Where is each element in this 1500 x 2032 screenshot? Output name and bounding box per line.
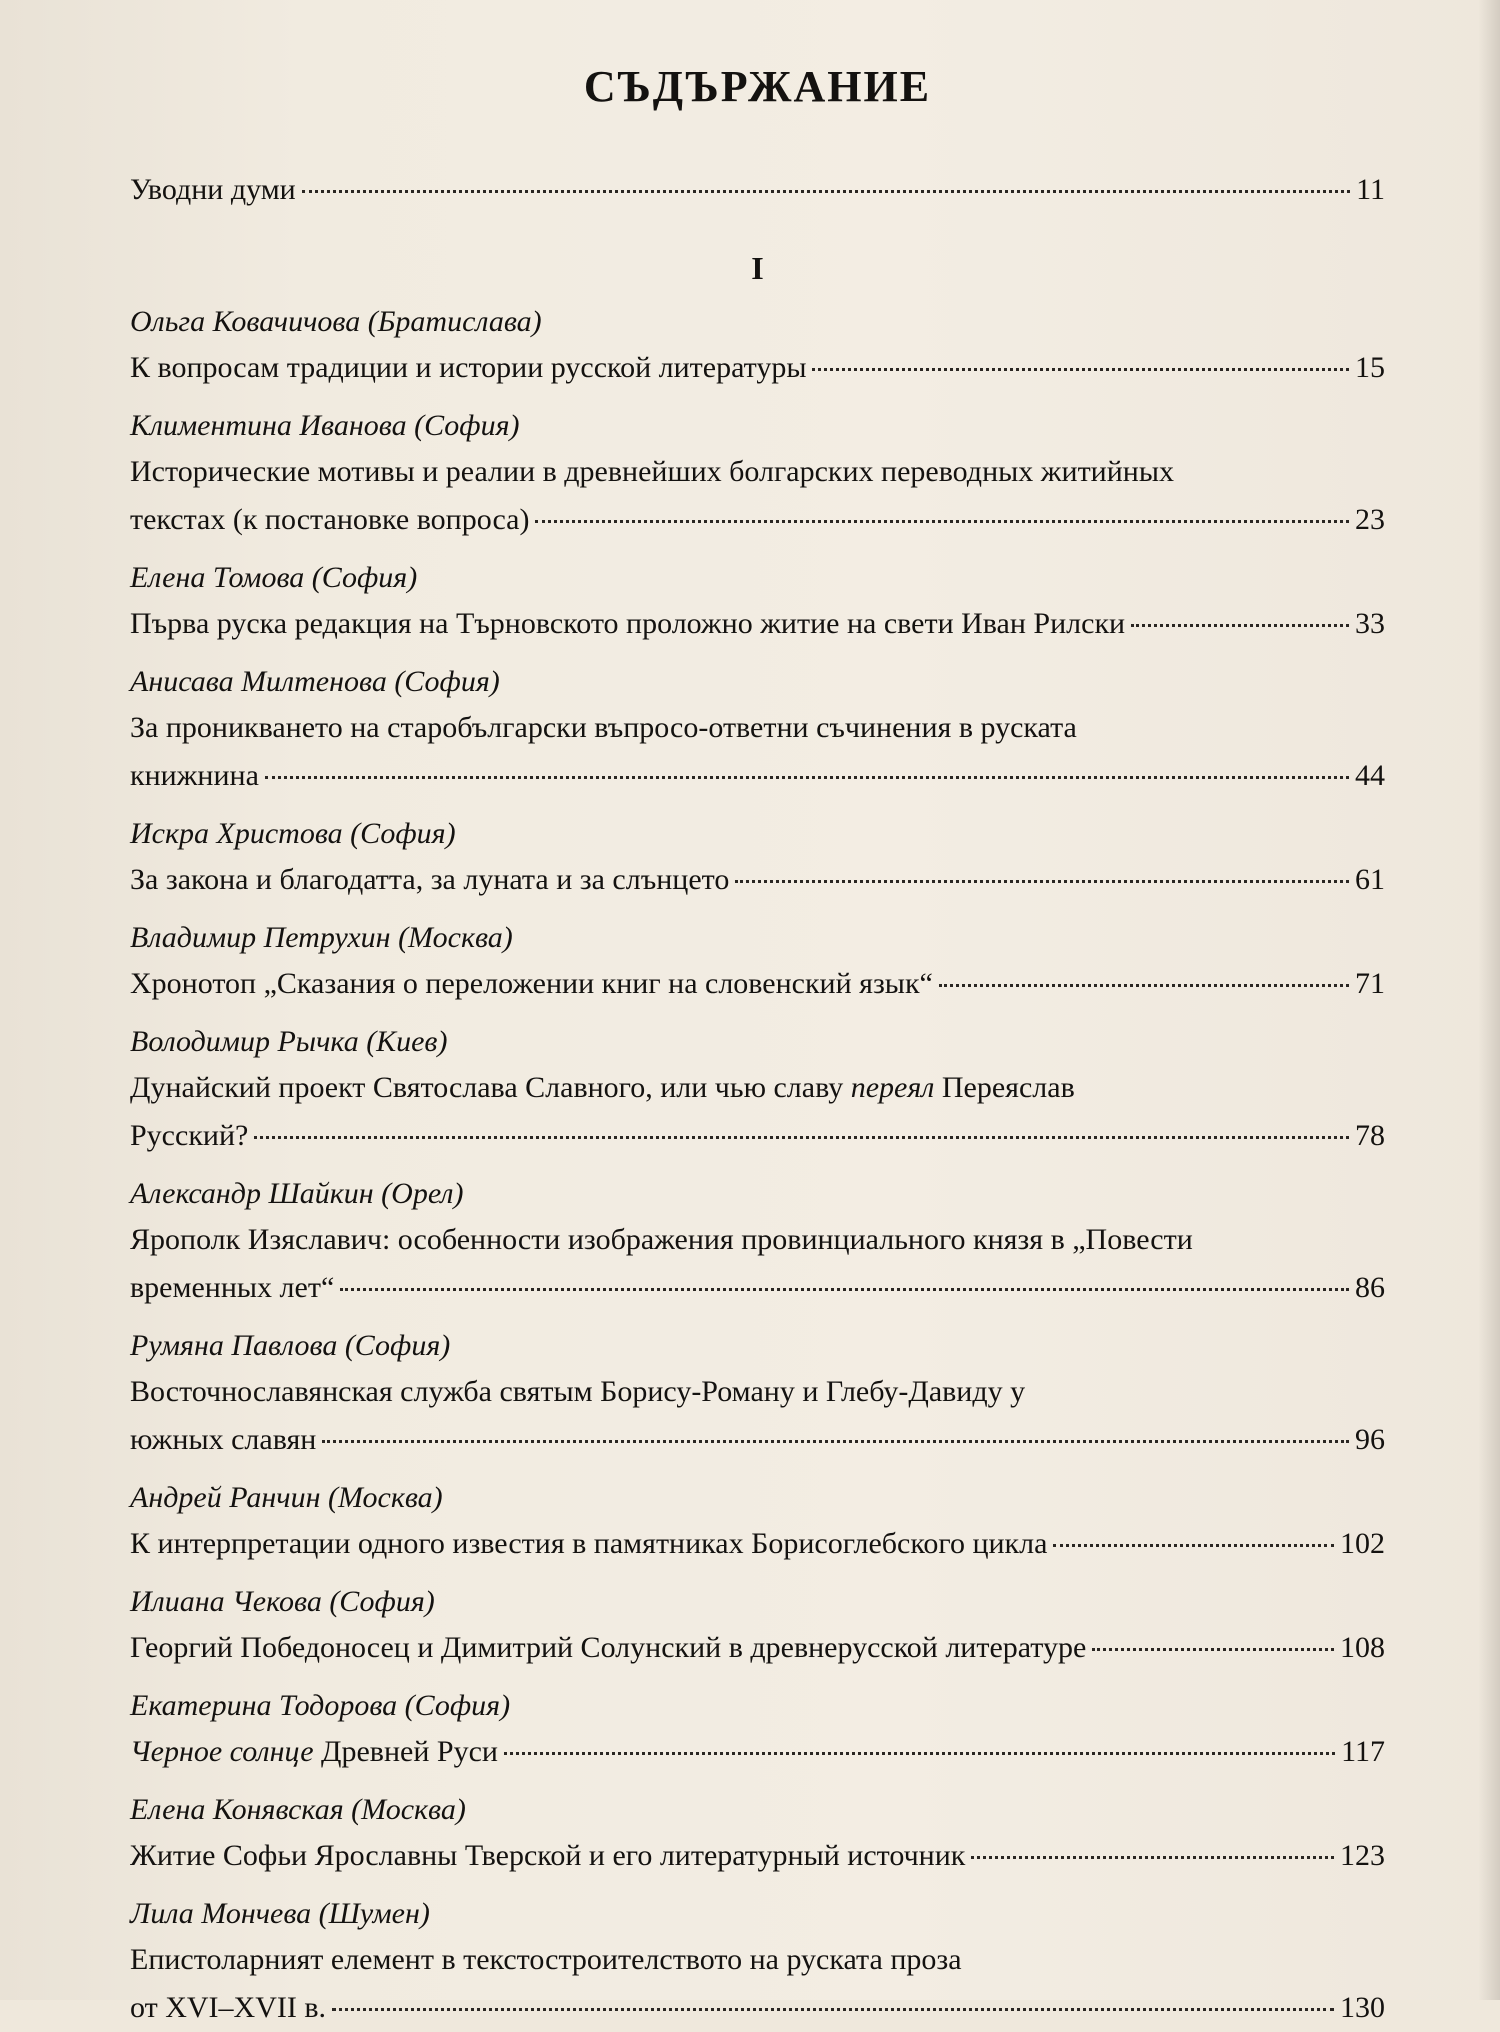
toc-entry — [130, 916, 1385, 1008]
toc-entry — [130, 404, 1385, 544]
entry-title: Хронотоп „Сказания о переложении книг на словенский язык“ — [130, 967, 933, 1000]
entry-page-number: 86 — [1355, 1271, 1385, 1304]
entry-title-line: Восточнославянская служба святым Борису-Роману и Глебу-Давиду у — [130, 1375, 1026, 1408]
entry-page-number: 108 — [1340, 1631, 1385, 1664]
entry-title: Първа руска редакция на Търновското проложно житие на свети Иван Рилски — [130, 607, 1126, 640]
entry-title-italic: Черное солнце — [130, 1735, 314, 1768]
section-number: I — [751, 250, 764, 286]
entry-author: Елена Конявская (Москва) — [130, 1793, 466, 1826]
entry-title-line — [130, 1064, 1385, 1112]
entry-author: Елена Томова (София) — [130, 561, 418, 594]
entry-title: от XVI–XVII в. — [130, 1991, 327, 2024]
entry-page-number: 130 — [1340, 1991, 1385, 2024]
toc-entry — [130, 1476, 1385, 1568]
page-spine-shadow — [1478, 0, 1500, 2000]
toc-entry — [130, 1892, 1385, 2032]
entry-page-number: 78 — [1355, 1119, 1385, 1152]
entry-title-row — [130, 600, 1385, 648]
entry-title: временных лет“ — [130, 1271, 335, 1304]
dot-leader — [322, 1440, 1349, 1443]
entry-author: Климентина Иванова (София) — [130, 409, 520, 442]
toc-entry — [130, 1580, 1385, 1672]
entry-title-row — [130, 1984, 1385, 2032]
entry-author: Володимир Рычка (Киев) — [130, 1025, 448, 1058]
entry-title: южных славян — [130, 1423, 317, 1456]
entry-title-row — [130, 856, 1385, 904]
intro-page-number: 11 — [1356, 173, 1385, 206]
intro-entry — [130, 166, 1385, 214]
entry-author: Андрей Ранчин (Москва) — [130, 1481, 443, 1514]
dot-leader — [1092, 1648, 1334, 1651]
entry-title-italic: переял — [850, 1071, 935, 1104]
dot-leader — [302, 190, 1350, 193]
dot-leader — [332, 2008, 1334, 2011]
entry-title: текстах (к постановке вопроса) — [130, 503, 530, 536]
entry-title-row — [130, 752, 1385, 800]
entry-author: Екатерина Тодорова (София) — [130, 1689, 511, 1722]
dot-leader — [1053, 1544, 1334, 1547]
dot-leader — [340, 1288, 1349, 1291]
entry-author: Илиана Чекова (София) — [130, 1585, 435, 1618]
entry-page-number: 23 — [1355, 503, 1385, 536]
intro-title: Уводни думи — [130, 173, 296, 206]
entry-author: Искра Христова (София) — [130, 817, 456, 850]
entry-title: Георгий Победоносец и Димитрий Солунский в древнерусской литературе — [130, 1631, 1087, 1664]
dot-leader — [812, 368, 1349, 371]
entry-title-tail: Переяслав — [941, 1071, 1075, 1104]
entry-title-row — [130, 1520, 1385, 1568]
entry-title-line: Исторические мотивы и реалии в древнейших болгарских переводных житийных — [130, 455, 1174, 488]
toc-entry — [130, 1684, 1385, 1776]
dot-leader — [939, 984, 1349, 987]
entry-title-row — [130, 1416, 1385, 1464]
entry-title-line: Епистоларният елемент в текстостроителството на руската проза — [130, 1943, 962, 1976]
entry-title-row — [130, 344, 1385, 392]
dot-leader — [735, 880, 1349, 883]
entry-title-line: За проникването на старобългарски въпросо-ответни съчинения в руската — [130, 711, 1077, 744]
entry-title-row — [130, 1624, 1385, 1672]
entry-title-line: Ярополк Изяславич: особенности изображения провинциального князя в „Повести — [130, 1223, 1193, 1256]
entry-author: Анисава Милтенова (София) — [130, 665, 500, 698]
dot-leader — [265, 776, 1349, 779]
entry-author: Лила Мончева (Шумен) — [130, 1897, 430, 1930]
toc-entry — [130, 1020, 1385, 1160]
dot-leader — [971, 1856, 1334, 1859]
table-of-contents — [130, 40, 1385, 2032]
entry-title — [130, 1728, 498, 1776]
toc-entry — [130, 556, 1385, 648]
entry-page-number: 96 — [1355, 1423, 1385, 1456]
entry-title: Житие Софьи Ярославны Тверской и его литературный источник — [130, 1839, 966, 1872]
entry-author: Александр Шайкин (Орел) — [130, 1177, 464, 1210]
entry-page-number: 102 — [1340, 1527, 1385, 1560]
entry-author: Ольга Ковачичова (Братислава) — [130, 305, 542, 338]
toc-entry — [130, 1788, 1385, 1880]
entry-title: За закона и благодатта, за луната и за слънцето — [130, 863, 730, 896]
entry-page-number: 15 — [1355, 351, 1385, 384]
entry-title-row — [130, 1832, 1385, 1880]
toc-entry — [130, 1172, 1385, 1312]
toc-entry — [130, 1324, 1385, 1464]
toc-entry — [130, 812, 1385, 904]
entry-title: Русский? — [130, 1119, 249, 1152]
dot-leader — [1131, 624, 1349, 627]
dot-leader — [504, 1752, 1335, 1755]
entry-page-number: 61 — [1355, 863, 1385, 896]
entry-title-row — [130, 1264, 1385, 1312]
entry-title-row — [130, 1728, 1385, 1776]
entry-page-number: 123 — [1340, 1839, 1385, 1872]
entry-page-number: 44 — [1355, 759, 1385, 792]
entry-title: книжнина — [130, 759, 259, 792]
page-title: СЪДЪРЖАНИЕ — [583, 62, 932, 111]
entry-page-number: 71 — [1355, 967, 1385, 1000]
entry-title: К вопросам традиции и истории русской литературы — [130, 351, 807, 384]
entry-title-rest: Древней Руси — [321, 1735, 498, 1768]
entry-page-number: 33 — [1355, 607, 1385, 640]
toc-entry — [130, 300, 1385, 392]
entry-title-row — [130, 496, 1385, 544]
dot-leader — [254, 1136, 1349, 1139]
dot-leader — [535, 520, 1349, 523]
entry-author: Владимир Петрухин (Москва) — [130, 921, 513, 954]
entry-page-number: 117 — [1341, 1735, 1385, 1768]
entry-title-row — [130, 960, 1385, 1008]
entry-title: К интерпретации одного известия в памятниках Борисоглебского цикла — [130, 1527, 1048, 1560]
entry-title-row — [130, 1112, 1385, 1160]
toc-entry — [130, 660, 1385, 800]
entry-title-lead: Дунайский проект Святослава Славного, или чью славу — [130, 1071, 844, 1104]
entry-author: Румяна Павлова (София) — [130, 1329, 451, 1362]
